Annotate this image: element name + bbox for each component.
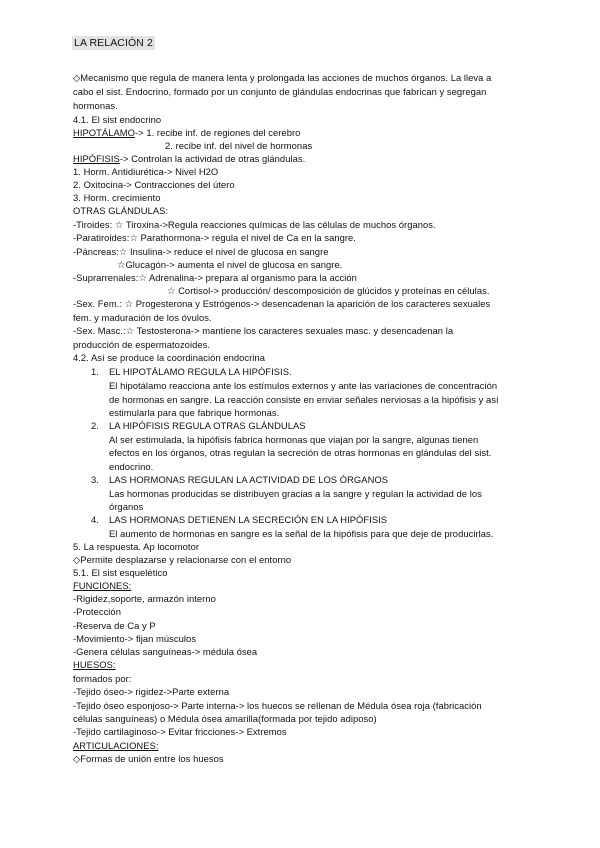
step-number: 4. bbox=[91, 514, 99, 525]
hormone-item: 2. Oxitocina-> Contracciones del útero bbox=[73, 179, 235, 190]
function-item: -Rigidez,soporte, armazón interno bbox=[73, 593, 216, 604]
function-item: -Reserva de Ca y P bbox=[73, 620, 156, 631]
gland-line: ☆Glucagón-> aumenta el nivel de glucosa en sangre. bbox=[117, 259, 343, 270]
hipotalamo-label: HIPOTÁLAMO bbox=[73, 127, 135, 138]
step-body: Las hormonas producidas se distribuyen gracias a la sangre y regulan la actividad de los bbox=[109, 488, 482, 499]
step-heading: LAS HORMONAS DETIENEN LA SECRECIÓN EN LA HIPÓFISIS bbox=[109, 514, 388, 525]
section-heading: 5. La respuesta. Ap locomotor bbox=[73, 541, 200, 552]
gland-line: fem. y maduración de los óvulos. bbox=[73, 312, 212, 323]
hipotalamo-line bbox=[73, 126, 300, 139]
bone-item: células sanguíneas) o Médula ósea amarilla(formada por tejido adiposo) bbox=[73, 713, 377, 724]
step-body: El hipotálamo reacciona ante los estímulos externos y ante las variaciones de concentración bbox=[109, 380, 498, 391]
section-heading: 5.1. El sist esquelético bbox=[73, 567, 168, 578]
otras-heading: OTRAS GLÁNDULAS: bbox=[73, 205, 169, 216]
gland-line: -Tiroides: ☆ Tiroxina->Regula reacciones químicas de las células de muchos órganos. bbox=[73, 219, 436, 230]
gland-line: -Páncreas:☆ Insulina-> reduce el nivel de glucosa en sangre bbox=[73, 246, 329, 257]
step-body: de hormonas en sangre. La reacción consiste en enviar señales nerviosas a la hipófisis y así bbox=[109, 394, 499, 405]
step-body: efectos en los órganos, otras regulan la secreción de otras hormonas en glándulas del sist. bbox=[109, 447, 492, 458]
gland-line: -Sex. Fem.: ☆ Progesterona y Estrógenos-> desencadenan la aparición de los caracteres sexuales bbox=[73, 298, 491, 309]
hipotalamo-text: -> 1. recibe inf. de regiones del cerebro bbox=[134, 127, 301, 138]
function-item: -Protección bbox=[73, 606, 121, 617]
intro-line: cabo el sist. Endocrino, formado por un conjunto de glándulas endocrinas que fabrican y segregan bbox=[73, 86, 487, 97]
gland-line: -Suprarrenales:☆ Adrenalina-> prepara al organismo para la acción bbox=[73, 272, 357, 283]
section-heading: 4.2. Así se produce la coordinación endocrina bbox=[73, 352, 265, 363]
bone-item: -Tejido óseo-> rigidez->Parte externa bbox=[73, 686, 230, 697]
step-number: 3. bbox=[91, 474, 99, 485]
section-sub: ◇Permite desplazarse y relacionarse con el entorno bbox=[73, 554, 292, 565]
page-title: LA RELACIÓN 2 bbox=[74, 37, 153, 49]
bone-item: -Tejido óseo esponjoso-> Parte interna-> los huecos se rellenan de Médula ósea roja (fabricación bbox=[73, 700, 482, 711]
step-heading: LA HIPÓFISIS REGULA OTRAS GLÁNDULAS bbox=[109, 420, 306, 431]
bone-item: -Tejido cartilaginoso-> Evitar fricciones-> Extremos bbox=[73, 726, 287, 737]
hipofisis-line bbox=[73, 152, 305, 165]
section-heading: 4.1. El sist endocrino bbox=[73, 114, 162, 125]
gland-line: producción de espermatozoides. bbox=[73, 339, 210, 350]
gland-line: -Sex. Masc.:☆ Testosterona-> mantiene los caracteres sexuales masc. y desencadenan la bbox=[73, 325, 454, 336]
function-item: -Movimiento-> fijan músculos bbox=[73, 633, 197, 644]
step-body: órganos bbox=[109, 501, 144, 512]
step-body: Al ser estimulada, la hipófisis fabrica hormonas que viajan por la sangre, algunas tienen bbox=[109, 434, 479, 445]
step-heading: LAS HORMONAS REGULAN LA ACTIVIDAD DE LOS ÓRGANOS bbox=[109, 474, 389, 485]
gland-line: ☆ Cortisol-> producción/ descomposición de glúcidos y proteínas en células. bbox=[167, 285, 490, 296]
hormone-item: 3. Horm. crecimiento bbox=[73, 192, 161, 203]
gland-line: -Paratiroides:☆ Parathormona-> regula el nivel de Ca en la sangre. bbox=[73, 232, 356, 243]
articulaciones-heading: ARTICULACIONES: bbox=[73, 740, 159, 751]
step-body: endocrino. bbox=[109, 461, 154, 472]
bone-item: formados por: bbox=[73, 673, 132, 684]
hipofisis-text: -> Controlan la actividad de otras glándulas. bbox=[119, 153, 306, 164]
hormone-item: 1. Horm. Antidiurética-> Nivel H2O bbox=[73, 166, 219, 177]
step-number: 2. bbox=[91, 420, 99, 431]
step-heading: EL HIPOTÁLAMO REGULA LA HIPÓFISIS. bbox=[109, 366, 292, 377]
funciones-heading: FUNCIONES: bbox=[73, 580, 132, 591]
hipofisis-label: HIPÓFISIS bbox=[73, 153, 120, 164]
intro-line: ◇Mecanismo que regula de manera lenta y prolongada las acciones de muchos órganos. La lleva a bbox=[73, 72, 492, 83]
function-item: -Genera células sanguíneas-> médula ósea bbox=[73, 646, 258, 657]
step-body: estimularla para que fabrique hormonas. bbox=[109, 407, 280, 418]
articulaciones-text: ◇Formas de unión entre los huesos bbox=[73, 753, 224, 764]
huesos-heading: HUESOS: bbox=[73, 659, 116, 670]
hipotalamo-line2: 2. recibe inf. del nivel de hormonas bbox=[165, 140, 313, 151]
step-body: El aumento de hormonas en sangre es la señal de la hipófisis para que deje de producirlas. bbox=[109, 528, 494, 539]
step-number: 1. bbox=[91, 366, 99, 377]
intro-line: hormonas. bbox=[73, 100, 118, 111]
